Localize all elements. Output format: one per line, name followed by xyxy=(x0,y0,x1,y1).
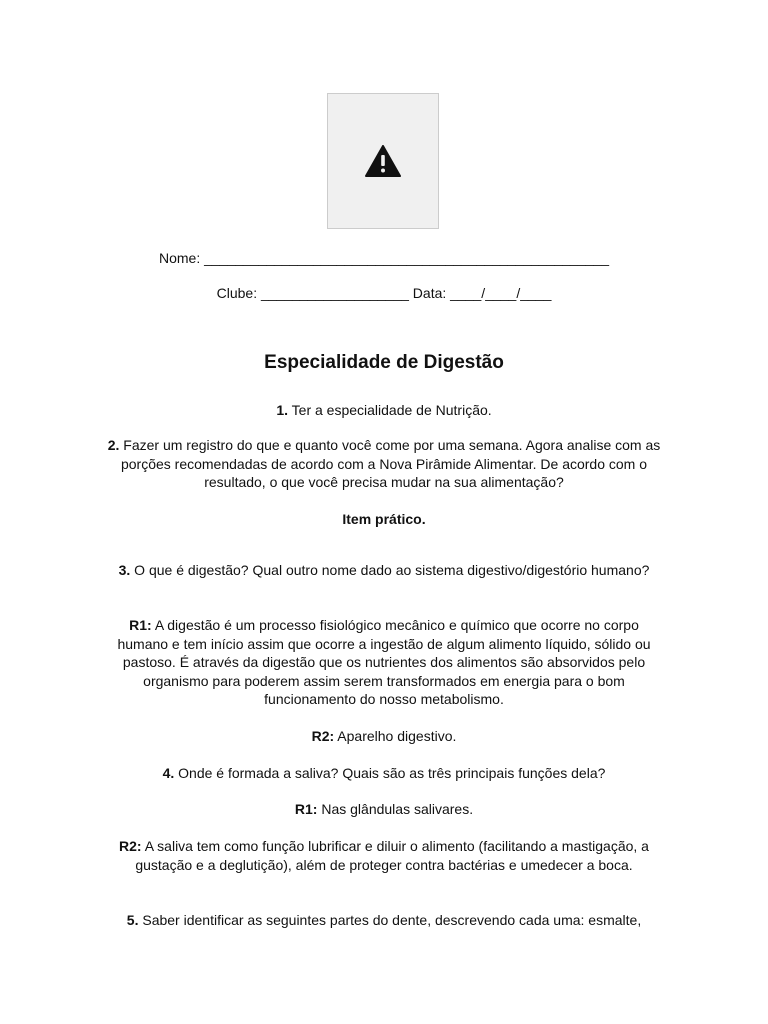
item-5 xyxy=(102,911,666,930)
item-number: 1. xyxy=(276,402,289,418)
item-number: 3. xyxy=(118,562,131,578)
answer-label: R2: xyxy=(311,728,335,744)
item-number: 5. xyxy=(126,912,139,928)
item-number: 4. xyxy=(162,765,175,781)
item-number: 2. xyxy=(107,437,120,453)
answer-4-r2 xyxy=(102,837,666,874)
item-3 xyxy=(102,561,666,580)
answer-text: Aparelho digestivo. xyxy=(337,728,457,744)
answer-3-r1 xyxy=(102,616,666,709)
answer-text: A saliva tem como função lubrificar e diluir o alimento (facilitando a mastigação, a gustação e a deglutição), além de proteger contra bactérias e umedecer a boca. xyxy=(135,838,649,873)
item-text: Saber identificar as seguintes partes do dente, descrevendo cada uma: esmalte, xyxy=(142,912,642,928)
answer-label: R1: xyxy=(294,801,318,817)
answer-label: R1: xyxy=(129,617,152,633)
name-field-line xyxy=(100,249,668,267)
item-2 xyxy=(102,436,666,492)
warning-triangle-icon xyxy=(365,145,401,177)
club-blank: ___________________ xyxy=(260,285,409,301)
name-blank: ____________________________________________________ xyxy=(204,250,609,266)
practical-note xyxy=(102,510,666,529)
note-text: Item prático. xyxy=(342,511,426,527)
club-label: Clube: xyxy=(216,285,258,301)
item-text: Ter a especialidade de Nutrição. xyxy=(291,402,492,418)
document-title: Especialidade de Digestão xyxy=(264,352,504,373)
item-text: Fazer um registro do que e quanto você come por uma semana. Agora analise com as porções recomendadas de acordo com a Nova Pirâmide Alimentar. De acordo com o resultado, o que você precisa mudar na sua alimentação? xyxy=(120,437,661,490)
answer-label: R2: xyxy=(119,838,142,854)
date-blank: ____/____/____ xyxy=(450,285,552,301)
answer-3-r2 xyxy=(102,727,666,746)
broken-image-placeholder xyxy=(327,93,439,229)
club-date-line xyxy=(100,284,668,302)
item-text: Onde é formada a saliva? Quais são as três principais funções dela? xyxy=(178,765,606,781)
answer-4-r1 xyxy=(102,800,666,819)
answer-text: A digestão é um processo fisiológico mecânico e químico que ocorre no corpo humano e tem início assim que ocorre a ingestão de algum alimento líquido, sólido ou pastoso. É através da digestão que os nutrientes dos alimentos são absorvidos pelo organismo para poderem assim serem transformados em energia para o bom funcionamento do nosso metabolismo. xyxy=(117,617,651,707)
name-label: Nome: xyxy=(158,250,201,266)
item-text: O que é digestão? Qual outro nome dado ao sistema digestivo/digestório humano? xyxy=(134,562,650,578)
date-label: Data: xyxy=(412,285,447,301)
item-4 xyxy=(102,764,666,783)
answer-text: Nas glândulas salivares. xyxy=(321,801,474,817)
item-1 xyxy=(102,401,666,420)
